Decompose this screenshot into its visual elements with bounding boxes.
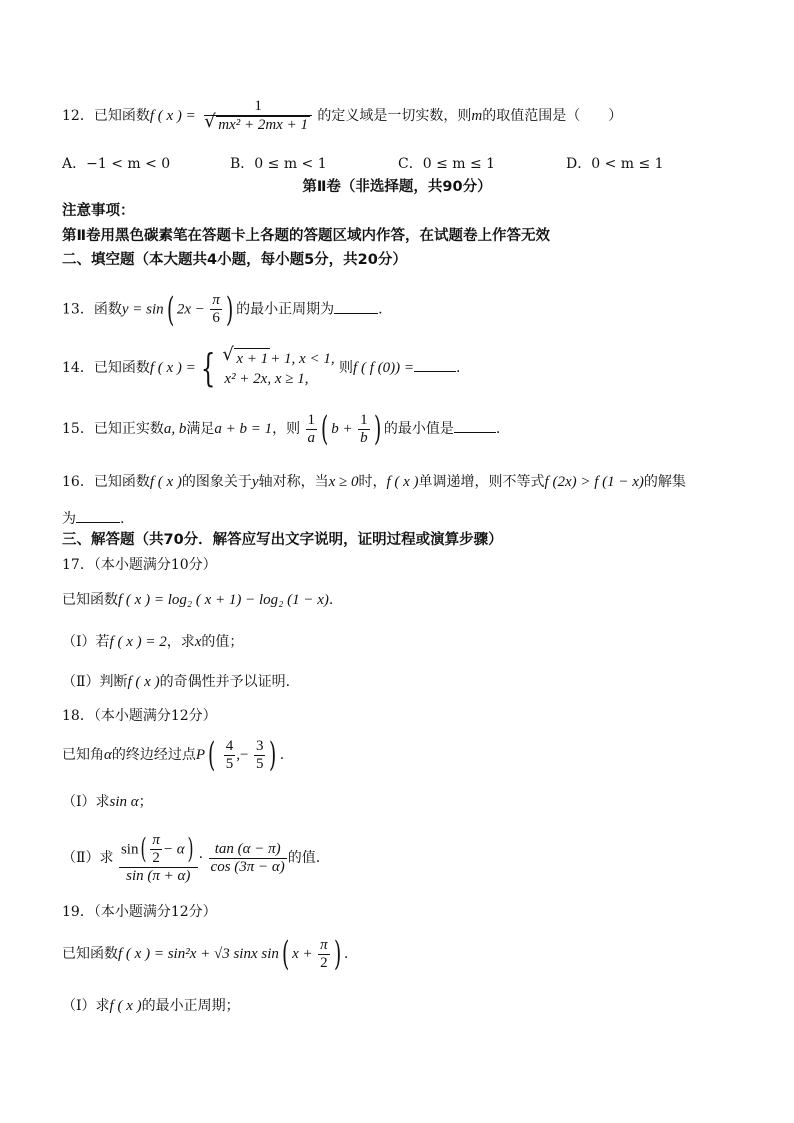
q19-stem-expr: f ( x ) = sin²x + √3 sinx sin [118, 946, 279, 962]
q18-d1: 5 [225, 755, 234, 772]
q17-head: 17．（本小题满分10分） [62, 557, 217, 573]
q15-den: a [307, 429, 316, 446]
q18-part1 [62, 792, 153, 812]
q19-stem [62, 936, 348, 972]
q13-den: 6 [212, 310, 220, 326]
q19-head: 19．（本小题满分12分） [62, 904, 217, 920]
q14-case2: x² + 2x, x ≥ 1, [224, 370, 309, 387]
q18-p2-end: 的值. [287, 850, 321, 866]
question-13 [62, 289, 383, 330]
comma-minus: ,− [236, 747, 249, 763]
brace: { [200, 346, 216, 390]
q15-mid: ，则 [272, 421, 301, 437]
q18-head: 18．（本小题满分12分） [62, 708, 217, 724]
left-paren: ( [321, 409, 329, 449]
option-d: D．0 < m ≤ 1 [566, 156, 664, 172]
q18-n2: 3 [255, 737, 264, 754]
q18-part2 [62, 828, 320, 888]
q15-fraction-a [306, 412, 318, 447]
q16-d: 时， [358, 474, 387, 490]
q15-num2: 1 [360, 411, 368, 428]
q16-line2: 为 [62, 511, 76, 527]
q15-fraction-b [358, 412, 370, 447]
notice-body: 第Ⅱ卷用黑色碳素笔在答题卡上各题的答题区域内作答，在试题卷上作答无效 [62, 228, 551, 244]
q18-stem [62, 737, 284, 773]
pi-over-2 [150, 832, 162, 867]
q18-stem-prefix: 已知角 [62, 747, 104, 763]
q14-end: . [455, 360, 461, 376]
q18-f2-num: tan (α − π) [209, 841, 287, 859]
q18-p1-end: ； [138, 794, 153, 810]
q18-d2: 5 [255, 755, 264, 772]
q16-b: 的图象关于 [181, 474, 252, 490]
two: 2 [320, 954, 328, 971]
q12-fraction [204, 98, 312, 134]
dot-operator: · [198, 850, 204, 866]
q16-e: 单调递增，则不等式 [418, 474, 545, 490]
q17-p1-expr: f ( x ) = 2 [109, 634, 167, 650]
part2-title: 第Ⅱ卷（非选择题，共90分） [302, 179, 492, 195]
q16-ineq: f (2x) > f (1 − x) [544, 474, 644, 490]
two: 2 [152, 849, 160, 866]
q18-n1: 4 [225, 737, 234, 754]
right-paren: ) [225, 289, 234, 330]
q14-expr: f ( f (0)) = [353, 360, 414, 376]
q16-f: 的解集 [643, 474, 686, 490]
q17-part1 [62, 632, 243, 652]
q18-big-frac2 [209, 841, 287, 876]
q16-a: 16．已知函数 [62, 474, 150, 490]
q19-frac [318, 937, 330, 972]
q18-f1-minus-alpha: − α [162, 841, 185, 857]
q13-prefix: 13．函数 [62, 301, 122, 318]
alpha: α [104, 747, 112, 763]
q13-suffix: 的最小正周期为 [236, 301, 335, 318]
q18-f2-den: cos (3π − α) [210, 858, 285, 875]
q17-p1-end: 的值； [201, 634, 244, 650]
q18-p1-prefix: （Ⅰ）求 [62, 794, 110, 810]
q19-p1-expr: f ( x ) [109, 998, 142, 1014]
q15-num: 1 [307, 411, 316, 428]
q19-stem-prefix: 已知函数 [62, 946, 118, 962]
question-12 [62, 98, 622, 134]
q18-frac2 [254, 738, 266, 773]
q17-p2-expr: f ( x ) [127, 674, 160, 690]
q18-f1-num [119, 832, 198, 868]
q12-suffix: 的定义域是一切实数，则 [317, 108, 472, 124]
q15-suffix: 的最小值是 [383, 421, 454, 437]
q18-stem-mid: 的终边经过点 [111, 747, 196, 763]
q19-part1 [62, 996, 240, 1016]
q13-fraction [210, 292, 222, 327]
left-paren: ( [140, 832, 147, 865]
q19-stem-inner: x + [292, 946, 313, 962]
q15-cond-text: 满足 [186, 421, 215, 437]
question-15 [62, 411, 500, 447]
q14-func: f ( x ) = [149, 360, 196, 376]
q17-stem [62, 590, 333, 610]
q17-p2-prefix: （Ⅱ）判断 [62, 674, 128, 690]
q16-fx2: f ( x ) [386, 474, 419, 490]
point-p: P [195, 747, 206, 763]
q18-f1-sin: sin [120, 841, 139, 857]
section-answer: 三、解答题（共70分．解答应写出文字说明，证明过程或演算步骤） [62, 532, 503, 548]
q15-cond: a + b = 1 [214, 421, 273, 437]
q16-fx: f ( x ) [149, 474, 182, 490]
q18-p1-expr: sin α [109, 794, 139, 810]
q18-big-frac1 [119, 832, 198, 885]
notice-heading: 注意事项： [62, 203, 135, 219]
q18-frac1 [224, 738, 236, 773]
q18-p2-prefix: （Ⅱ）求 [62, 850, 114, 866]
q19-stem-end: . [343, 946, 349, 962]
q18-stem-end: . [279, 747, 285, 763]
answer-blank[interactable] [414, 357, 456, 372]
q13-inner: 2x − [176, 301, 205, 318]
q19-p1-prefix: （Ⅰ）求 [62, 998, 110, 1014]
q16-cond: x ≥ 0 [328, 474, 359, 490]
left-paren: ( [281, 934, 290, 974]
q14-case1-rest: + 1, x < 1, [270, 350, 335, 367]
q15-b-part: b + [331, 421, 353, 437]
q17-p1-prefix: （Ⅰ）若 [62, 634, 110, 650]
option-a: A．−1 < m < 0 [62, 156, 171, 172]
q12-radicand: mx² + 2mx + 1 [218, 117, 308, 133]
q15-den2: b [360, 429, 368, 446]
question-16-line2 [62, 508, 124, 529]
right-paren: ) [373, 409, 381, 449]
sqrt-sign: √ mx² + 2mx + 1 [204, 111, 308, 133]
q17-p2-end: 的奇偶性并予以证明. [159, 674, 291, 690]
q14-mid: 则 [339, 360, 354, 376]
q17-stem-end: . [328, 592, 334, 608]
q15-end: . [495, 421, 501, 437]
pi-symbol: π [212, 292, 220, 308]
right-paren: ) [269, 735, 277, 775]
q18-f1-den: sin (π + α) [126, 867, 191, 884]
q12-prefix: 12．已知函数 [62, 108, 150, 124]
question-16 [62, 472, 686, 492]
q17-part2 [62, 672, 290, 692]
q14-case1: √ x + 1 + 1, x < 1, [222, 343, 335, 367]
q19-p1-end: 的最小正周期； [141, 998, 240, 1014]
q15-vars: a, b [163, 421, 187, 437]
q14-cases [222, 343, 335, 389]
left-paren: ( [166, 289, 174, 330]
right-paren: ) [187, 832, 194, 865]
section-fill-in: 二、填空题（本大题共4小题，每小题5分，共20分） [62, 252, 407, 268]
q12-var: m [471, 108, 483, 124]
q17-stem-expr: f ( x ) = log₂ ( x + 1) − log₂ (1 − x) [118, 592, 329, 608]
q16-c: 轴对称，当 [258, 474, 329, 490]
pi: π [152, 831, 160, 848]
answer-blank[interactable] [76, 508, 120, 523]
q15-prefix: 15．已知正实数 [62, 421, 164, 437]
q12-func: f ( x ) = [149, 108, 196, 124]
q12-tail: 的取值范围是（ ） [482, 108, 623, 124]
pi: π [320, 936, 328, 953]
q13-expr: y = sin [121, 301, 164, 318]
answer-blank[interactable] [334, 299, 378, 314]
q17-p1-mid: ，求 [166, 634, 195, 650]
q13-end: . [378, 301, 383, 318]
q17-stem-prefix: 已知函数 [62, 592, 118, 608]
q14-case1-radicand: x + 1 [234, 348, 270, 369]
q17-p1-var: x [194, 634, 202, 650]
right-paren: ) [333, 934, 341, 974]
option-c: C．0 ≤ m ≤ 1 [398, 156, 496, 172]
option-b: B．0 ≤ m < 1 [230, 156, 327, 172]
q16-y: y [251, 474, 259, 490]
q12-denominator [204, 111, 312, 134]
answer-blank[interactable] [454, 418, 496, 433]
q12-numerator: 1 [204, 98, 312, 116]
q14-prefix: 14．已知函数 [62, 360, 150, 376]
question-14 [62, 343, 461, 390]
left-paren: ( [208, 735, 216, 775]
q16-end: . [120, 511, 125, 527]
